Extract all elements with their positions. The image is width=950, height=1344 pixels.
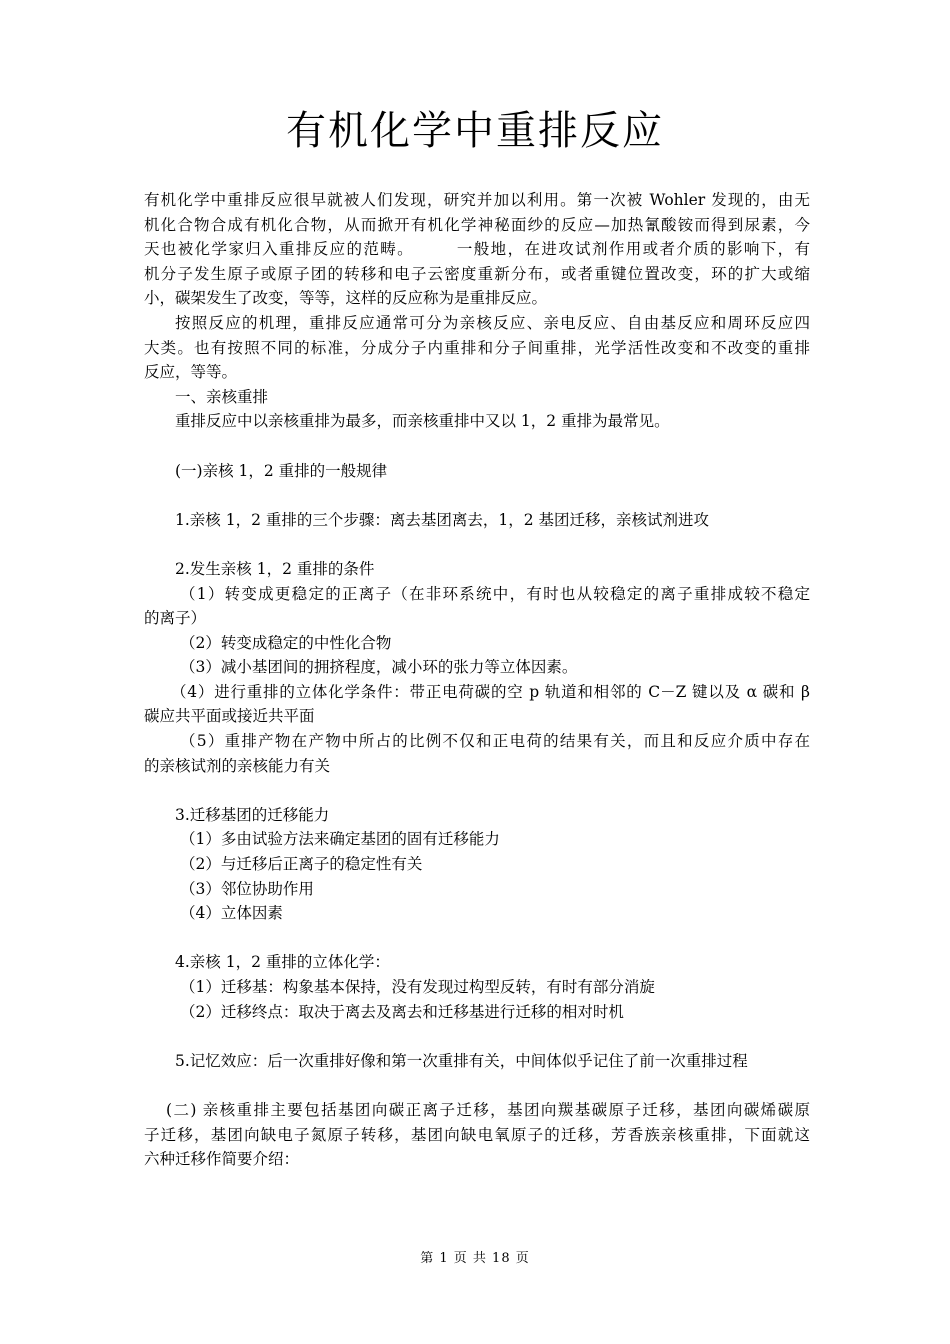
rule-heading: 3.迁移基团的迁移能力 [175, 805, 330, 824]
list-item: （3）邻位协助作用 [180, 879, 314, 898]
subsection-2-paragraph [144, 1098, 810, 1172]
text-line: (二) 亲核重排主要包括基团向碳正离子迁移，基团向羰基碳原子迁移，基团向碳烯碳原 [166, 1100, 810, 1119]
list-item: （1）转变成更稳定的正离子（在非环系统中，有时也从较稳定的离子重排成较不稳定 [180, 584, 810, 603]
text-line: 小，碳架发生了改变，等等，这样的反应称为是重排反应。 [144, 289, 548, 308]
list-item-continuation: 碳应共平面或接近共平面 [144, 707, 315, 726]
list-item: （3）减小基团间的拥挤程度，减小环的张力等立体因素。 [180, 658, 578, 677]
text-line: 机分子发生原子或原子团的转移和电子云密度重新分布，或者重键位置改变，环的扩大或缩 [144, 264, 810, 283]
rule-1: 1.亲核 1，2 重排的三个步骤：离去基团离去，1，2 基团迁移，亲核试剂进攻 [175, 510, 710, 529]
intro-paragraph [144, 188, 810, 311]
classification-paragraph [144, 311, 810, 385]
list-item: （1）迁移基：构象基本保持，没有发现过构型反转，有时有部分消旋 [180, 978, 655, 996]
text-line: 按照反应的机理，重排反应通常可分为亲核反应、亲电反应、自由基反应和周环反应四 [175, 313, 810, 332]
text-line: 反应，等等。 [144, 363, 238, 382]
subsection-heading: (一)亲核 1，2 重排的一般规律 [175, 461, 388, 480]
text-line: 有机化学中重排反应很早就被人们发现，研究并加以利用。第一次被 Wohler 发现的，由无 [144, 191, 810, 209]
section-summary: 重排反应中以亲核重排为最多，而亲核重排中又以 1，2 重排为最常见。 [175, 412, 670, 431]
list-item: （2）迁移终点：取决于离去及离去和迁移基进行迁移的相对时机 [180, 1002, 624, 1021]
text-line: 大类。也有按照不同的标准，分成分子内重排和分子间重排，光学活性改变和不改变的重排 [144, 338, 810, 357]
section-heading: 一、亲核重排 [175, 387, 269, 406]
rule-2 [144, 557, 810, 778]
document-body [144, 188, 810, 1172]
list-item: （4）立体因素 [180, 904, 283, 923]
rule-heading: 4.亲核 1，2 重排的立体化学： [175, 953, 390, 972]
list-item-continuation: 的亲核试剂的亲核能力有关 [144, 756, 331, 775]
page-number-footer: 第 1 页 共 18 页 [420, 1251, 530, 1266]
text-line: 子迁移，基团向缺电子氮原子转移，基团向缺电氧原子的迁移，芳香族亲核重排，下面就这 [144, 1125, 810, 1144]
rule-4 [144, 950, 810, 1024]
list-item: （2）与迁移后正离子的稳定性有关 [180, 855, 423, 874]
list-item: （5）重排产物在产物中所占的比例不仅和正电荷的结果有关，而且和反应介质中存在 [180, 732, 810, 751]
list-item: （4）进行重排的立体化学条件：带正电荷碳的空 p 轨道和相邻的 C－Z 键以及 α 碳和 β [171, 682, 810, 701]
document-title: 有机化学中重排反应 [286, 108, 664, 154]
text-line: 六种迁移作简要介绍： [144, 1150, 300, 1169]
rule-heading: 2.发生亲核 1，2 重排的条件 [175, 559, 375, 578]
text-line: 机化合物合成有机化合物，从而掀开有机化学神秘面纱的反应—加热氰酸铵而得到尿素，今 [144, 215, 810, 234]
list-item: （2）转变成稳定的中性化合物 [180, 633, 392, 652]
text-line: 天也被化学家归入重排反应的范畴。 一般地，在进攻试剂作用或者介质的影响下，有 [144, 240, 810, 259]
list-item-continuation: 的离子） [144, 609, 207, 628]
rule-5: 5.记忆效应：后一次重排好像和第一次重排有关，中间体似乎记住了前一次重排过程 [175, 1051, 748, 1070]
list-item: （1）多由试验方法来确定基团的固有迁移能力 [180, 830, 500, 849]
rule-3 [144, 803, 810, 926]
